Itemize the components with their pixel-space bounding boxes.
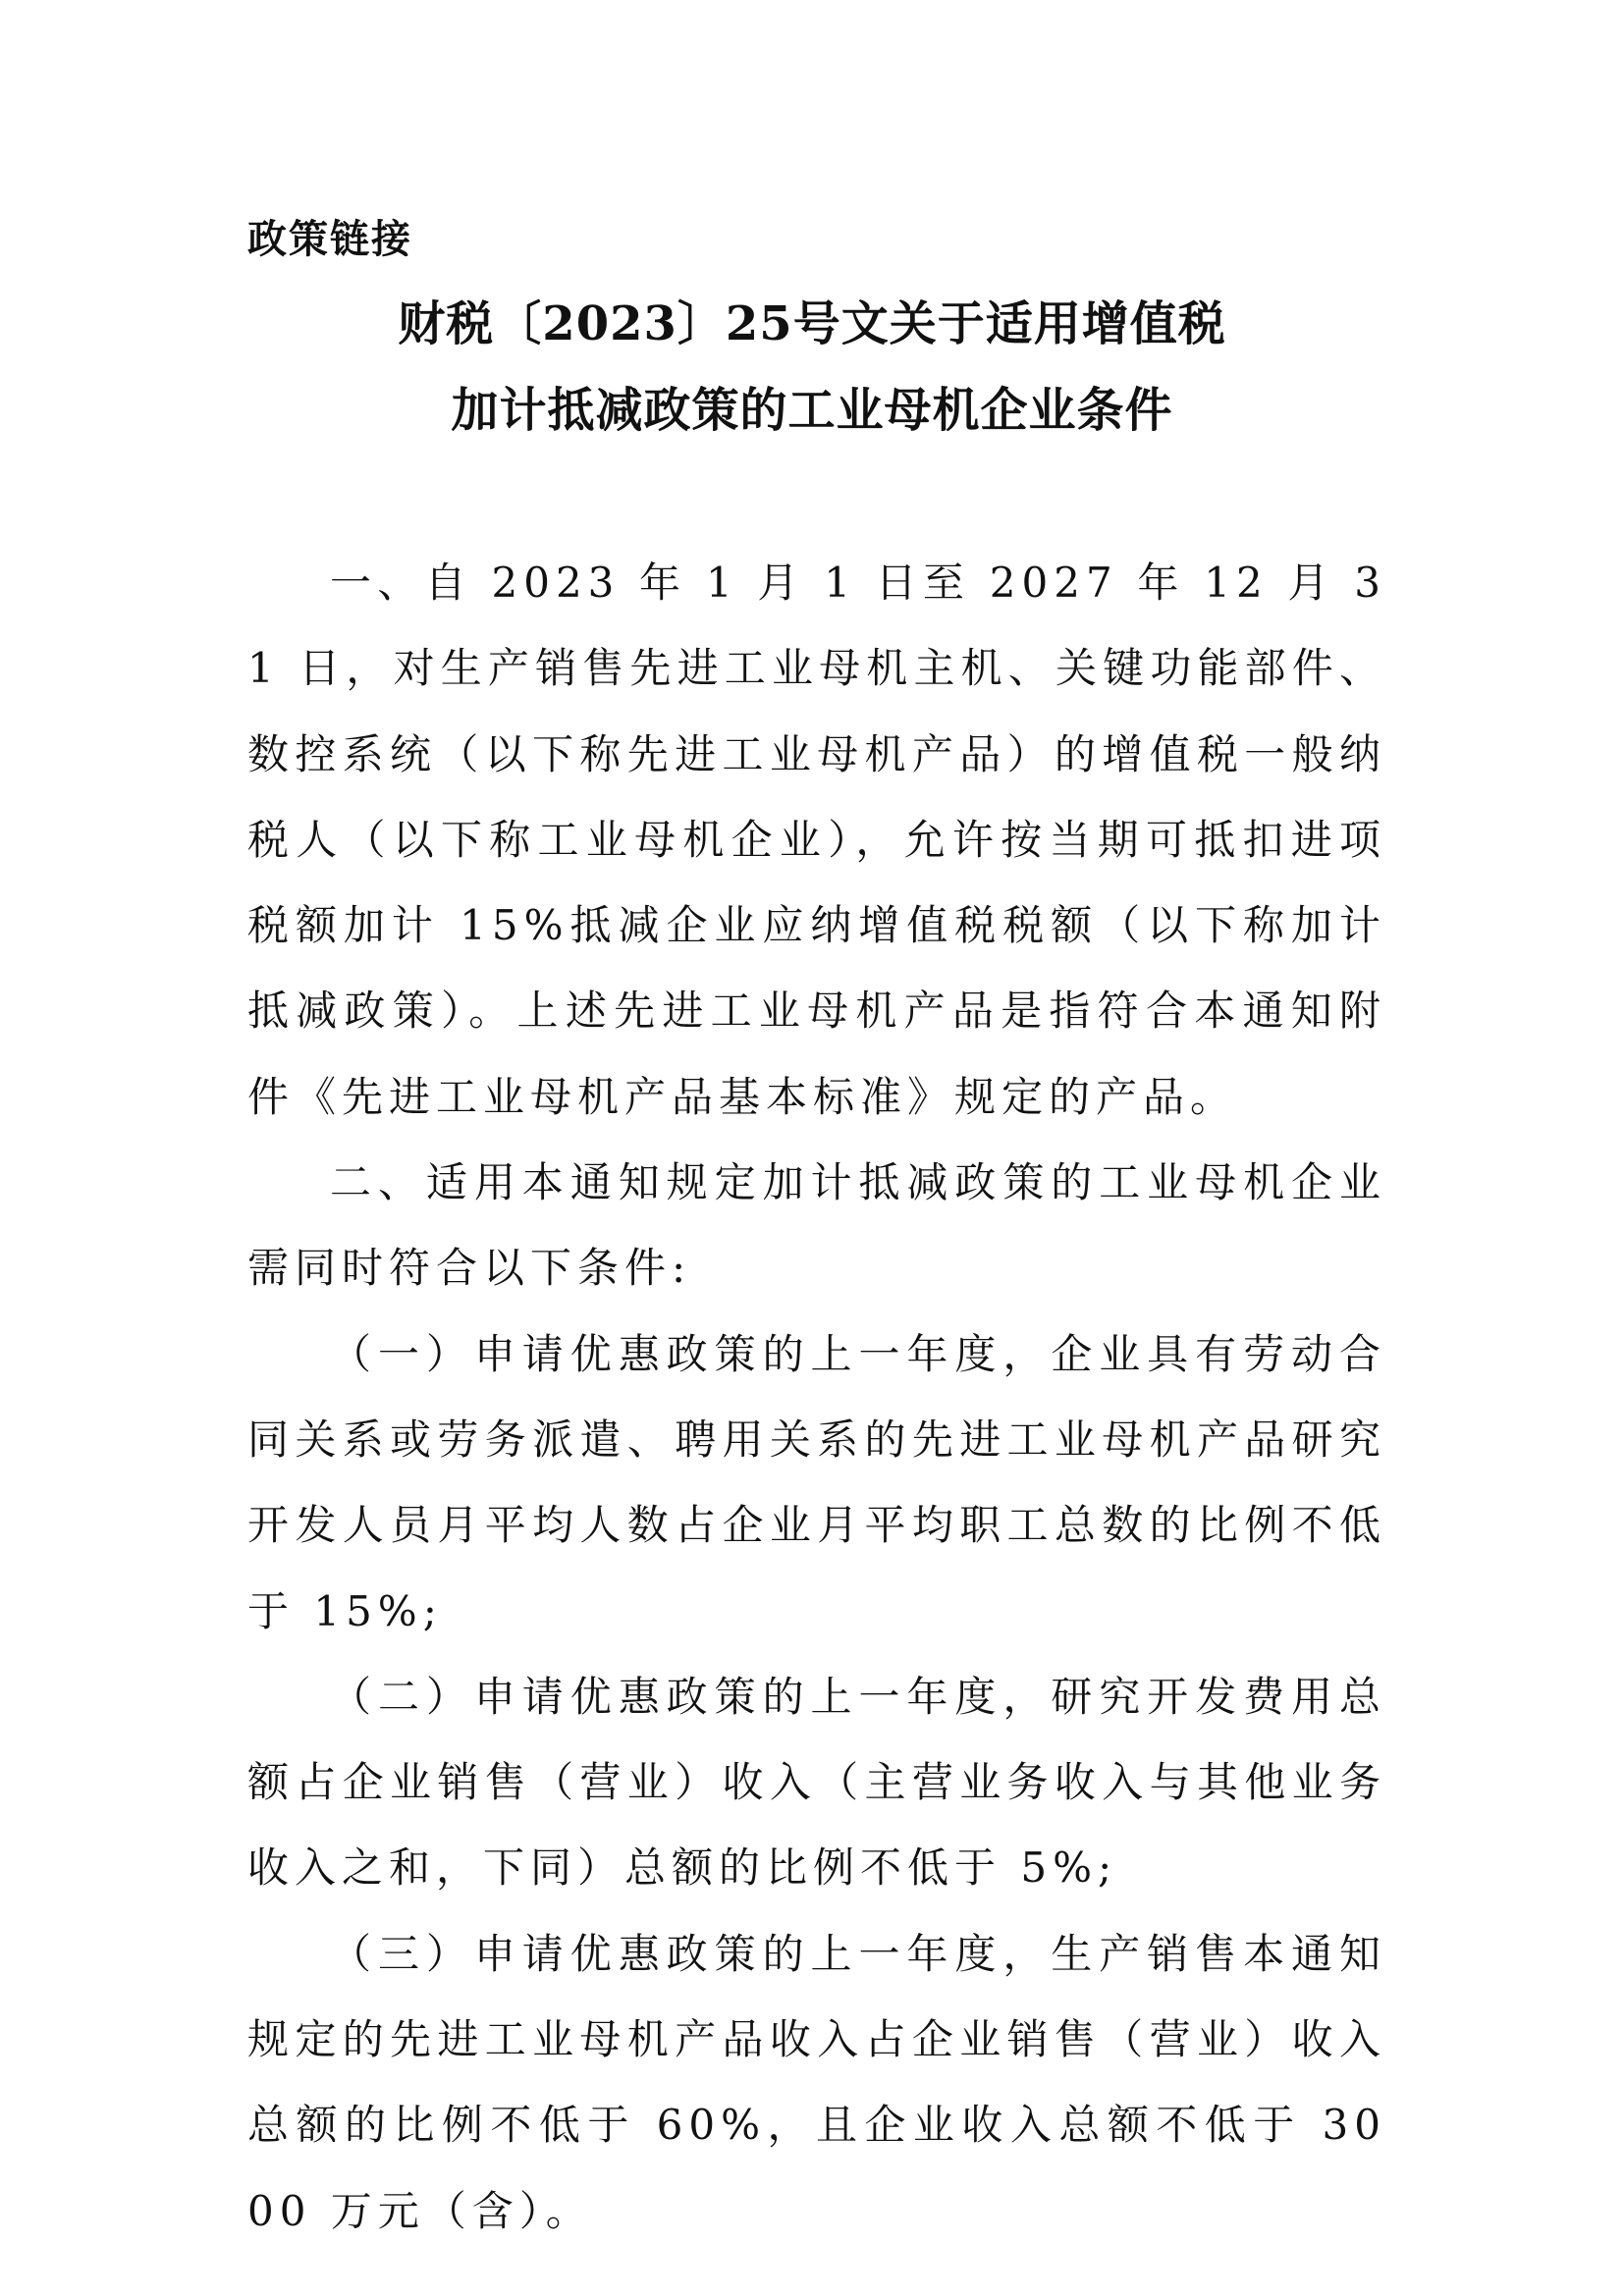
paragraph-condition-2: （二）申请优惠政策的上一年度，研究开发费用总额占企业销售（营业）收入（主营业务收入与其他业务收入之和，下同）总额的比例不低于 5%;	[247, 1672, 1386, 1893]
paragraph-condition-3: （三）申请优惠政策的上一年度，生产销售本通知规定的先进工业母机产品收入占企业销售（营业）收入总额的比例不低于 60%，且企业收入总额不低于 3000 万元（含）。	[247, 1929, 1386, 2235]
document-title-line-2: 加计抵减政策的工业母机企业条件	[451, 383, 1173, 438]
document-title-line-1: 财税〔2023〕25号文关于适用增值税	[398, 296, 1226, 351]
paragraph-2: 二、适用本通知规定加计抵减政策的工业母机企业需同时符合以下条件:	[247, 1158, 1386, 1293]
document-body	[247, 540, 1386, 2254]
paragraph-condition-1: （一）申请优惠政策的上一年度，企业具有劳动合同关系或劳务派遣、聘用关系的先进工业母机产品研究开发人员月平均人数占企业月平均职工总数的比例不低于 15%;	[247, 1329, 1386, 1635]
paragraph-1: 一、自 2023 年 1 月 1 日至 2027 年 12 月 31 日，对生产销售先进工业母机主机、关键功能部件、数控系统（以下称先进工业母机产品）的增值税一般纳税人（以下称工业母机企业），允许按当期可抵扣进项税额加计 15%抵减企业应纳增值税税额（以下称加计抵减政策）。上述先进工业母机产品是指符合本通知附件《先进工业母机产品基本标准》规定的产品。	[247, 559, 1386, 1121]
section-label: 政策链接	[247, 217, 412, 262]
